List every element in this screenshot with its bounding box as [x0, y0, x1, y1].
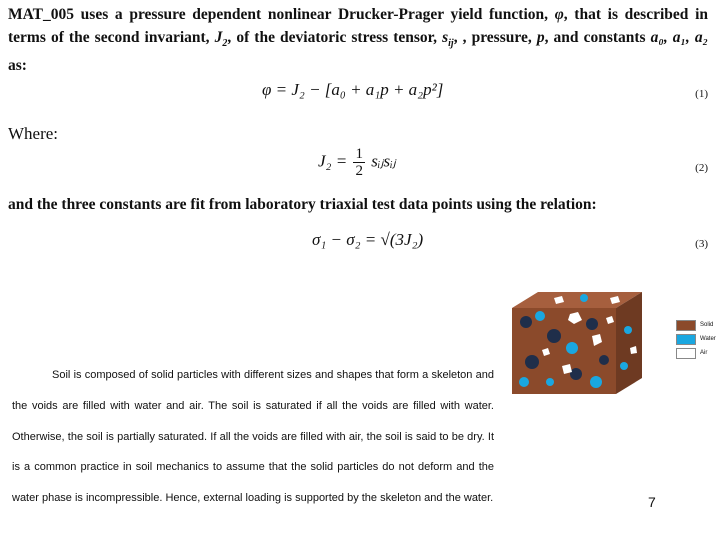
water-pore — [580, 294, 588, 302]
soil-paragraph — [12, 360, 494, 514]
void-dark — [570, 368, 582, 380]
equation-1: φ = J₂ − [a₀ + a₁p + a₂p²] — [262, 80, 444, 99]
equation-2 — [318, 146, 396, 179]
void-dark — [586, 318, 598, 330]
equation-2-number: (2) — [695, 162, 708, 174]
intro-text-5: , and constants — [544, 28, 646, 46]
intro-text-3: , of the deviatoric stress tensor, — [227, 28, 437, 46]
water-pore — [546, 378, 554, 386]
intro-text-4: , , pressure, — [453, 28, 532, 46]
water-pore — [620, 362, 628, 370]
legend-item-air — [676, 346, 716, 360]
equation-1-number: (1) — [695, 88, 708, 100]
page-number: 7 — [648, 494, 656, 510]
equation-2-lhs: J₂ = — [318, 151, 348, 171]
water-pore — [624, 326, 632, 334]
legend-label-water: Water — [700, 336, 716, 342]
legend-swatch-air — [676, 348, 696, 359]
soil-cube-figure — [510, 290, 646, 396]
void-dark — [520, 316, 532, 328]
void-dark — [599, 355, 609, 365]
intro-text-1: MAT_005 uses a pressure dependent nonlinear Drucker-Prager yield function, — [8, 6, 549, 23]
legend-swatch-solid — [676, 320, 696, 331]
intro-text-2: , that is described in terms of the second invariant, — [8, 6, 708, 46]
water-pore — [535, 311, 545, 321]
void-dark — [525, 355, 539, 369]
legend-label-solid: Solid — [700, 322, 714, 328]
water-pore — [566, 342, 578, 354]
legend-swatch-water — [676, 334, 696, 345]
equation-3: σ₁ − σ₂ = √(3J₂) — [312, 230, 424, 249]
legend-item-solid — [676, 318, 716, 332]
water-pore — [590, 376, 602, 388]
intro-paragraph — [8, 4, 708, 78]
phi-symbol: φ — [554, 6, 564, 23]
where-label: Where: — [8, 124, 59, 143]
constants-symbols: a₀, a₁, a₂ — [650, 28, 709, 46]
fraction-denominator: 2 — [355, 163, 363, 179]
water-pore — [519, 377, 529, 387]
intro-text-6: as: — [8, 57, 27, 75]
equation-3-number: (3) — [695, 238, 708, 250]
equation-2-rhs: sᵢⱼsᵢⱼ — [371, 151, 396, 171]
void-dark — [547, 329, 561, 343]
soil-paragraph-text: Soil is composed of solid particles with different sizes and shapes that form a skeleton and the voids are filled with water and air. The soil is saturated if all the voids are filled with water. Otherwise, the soil is partially saturated. If all the voids are filled with air, the soil is said to be dry. It is a common practice in soil mechanics to assume that the solid particles do not deform and the water phase is incompressible. Hence, external loading is supported by the skeleton and the water. — [12, 369, 494, 505]
sij-symbol: $s_{ij}$ — [442, 28, 454, 49]
legend-item-water — [676, 332, 716, 346]
equation-2-fraction — [353, 146, 365, 179]
legend-label-air: Air — [700, 350, 708, 356]
constants-paragraph: and the three constants are fit from laboratory triaxial test data points using the relation: — [8, 196, 597, 213]
p-symbol: p — [536, 28, 545, 46]
j2-symbol: $J_2$ — [214, 28, 228, 49]
fraction-numerator: 1 — [355, 146, 363, 162]
figure-legend — [676, 318, 716, 360]
cube-side-face — [616, 292, 642, 394]
